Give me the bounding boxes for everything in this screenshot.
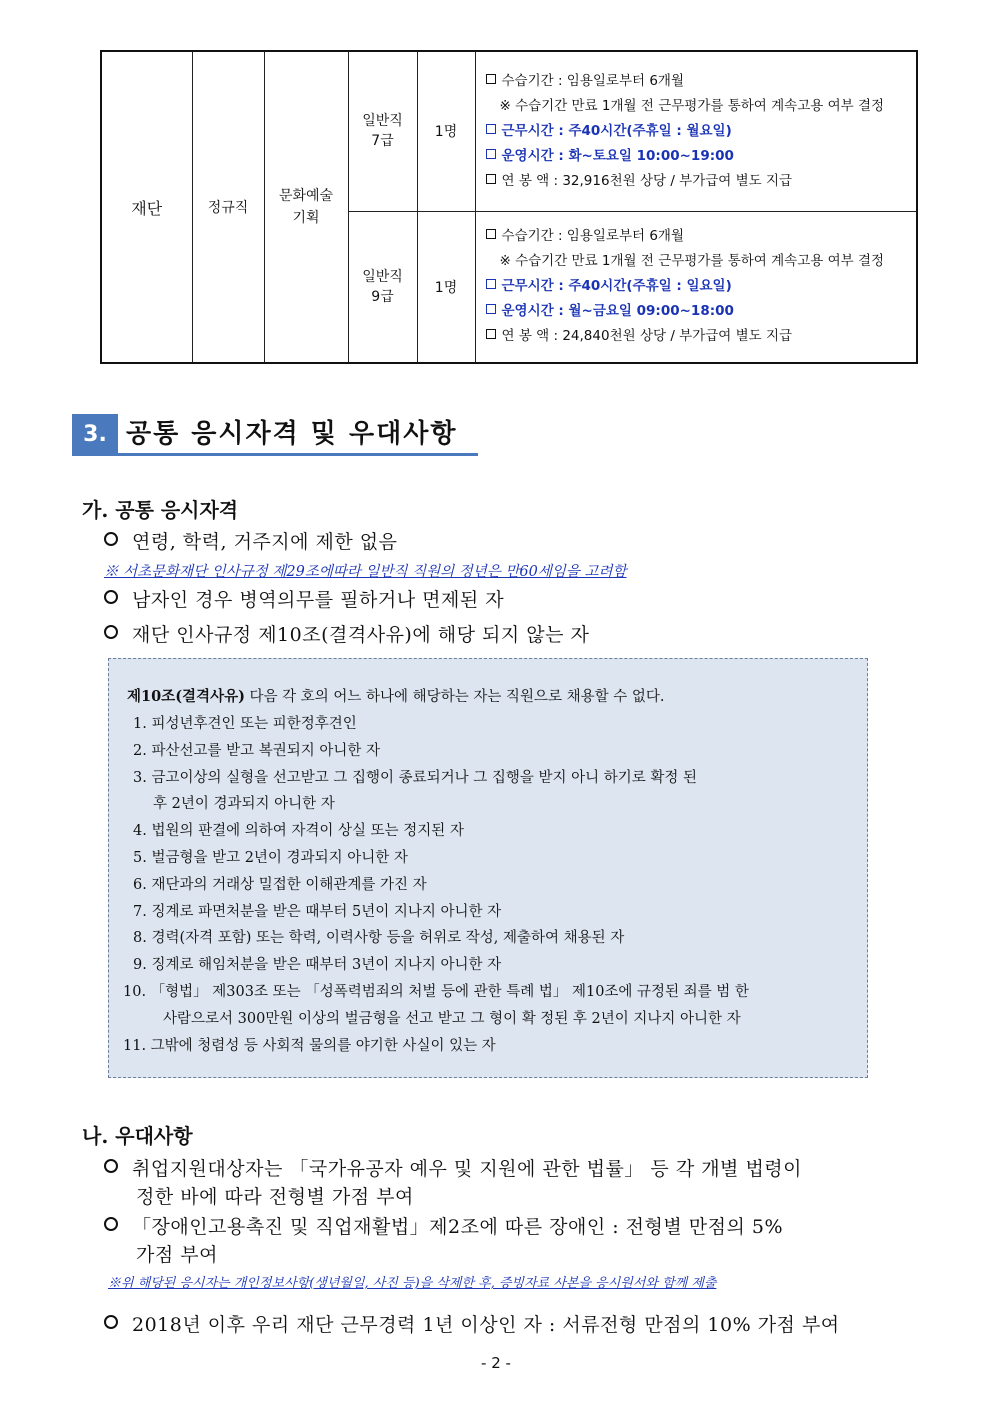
circle-bullet-icon bbox=[104, 625, 118, 639]
field-cell: 문화예술 기획 bbox=[264, 51, 348, 363]
section-number: 3. bbox=[72, 414, 118, 454]
count-cell: 1명 bbox=[417, 51, 475, 211]
checkbox-icon bbox=[486, 329, 496, 339]
list-item: 후 2년이 경과되지 아니한 자 bbox=[153, 796, 335, 813]
employment-type-cell: 정규직 bbox=[192, 51, 264, 363]
checkbox-icon bbox=[486, 279, 496, 289]
list-item: 3. 금고이상의 실형을 선고받고 그 집행이 종료되거나 그 집행을 받지 아니 하기로 확정 된 bbox=[133, 769, 697, 786]
checkbox-icon bbox=[486, 124, 496, 134]
qualification-item: 남자인 경우 병역의무를 필하거나 면제된 자 bbox=[104, 585, 504, 612]
grade-cell: 일반직 9급 bbox=[348, 211, 417, 363]
disqualification-list bbox=[123, 711, 749, 1059]
detail-line: 연 봉 액 : 32,916천원 상당 / 부가급여 별도 지급 bbox=[486, 169, 917, 194]
checkbox-icon bbox=[486, 174, 496, 184]
jobs-table bbox=[100, 50, 918, 364]
detail-line: 운영시간 : 화~토요일 10:00~19:00 bbox=[486, 144, 917, 169]
box-heading: 제10조(결격사유) 다음 각 호의 어느 하나에 해당하는 자는 직원으로 채용할 수 없다. bbox=[127, 688, 665, 705]
circle-bullet-icon bbox=[104, 1217, 118, 1231]
preference-note: ※위 해당된 응시자는 개인정보사항(생년월일, 사진 등)을 삭제한 후, 증빙자료 사본을 응시원서와 함께 제출 bbox=[108, 1276, 717, 1291]
page-number: - 2 - bbox=[481, 1354, 511, 1372]
checkbox-icon bbox=[486, 229, 496, 239]
circle-bullet-icon bbox=[104, 1159, 118, 1173]
detail-line: 운영시간 : 월~금요일 09:00~18:00 bbox=[486, 299, 917, 324]
preference-item: 2018년 이후 우리 재단 근무경력 1년 이상인 자 : 서류전형 만점의 10% 가점 부여 bbox=[104, 1310, 840, 1337]
detail-line: 연 봉 액 : 24,840천원 상당 / 부가급여 별도 지급 bbox=[486, 324, 917, 349]
list-item: 사람으로서 300만원 이상의 벌금형을 선고 받고 그 형이 확 정된 후 2년이 지나지 아니한 자 bbox=[163, 1010, 741, 1027]
detail-line: 근무시간 : 주40시간(주휴일 : 월요일) bbox=[486, 119, 917, 144]
detail-cell bbox=[475, 51, 917, 211]
preference-item: 취업지원대상자는 「국가유공자 예우 및 지원에 관한 법률」 등 각 개별 법령이 bbox=[104, 1154, 802, 1181]
list-item: 7. 징계로 파면처분을 받은 때부터 5년이 지나지 아니한 자 bbox=[133, 903, 502, 920]
list-item: 1. 피성년후견인 또는 피한정후견인 bbox=[133, 716, 357, 732]
checkbox-icon bbox=[486, 304, 496, 314]
qualification-item: 연령, 학력, 거주지에 제한 없음 bbox=[104, 527, 398, 554]
detail-line: ※ 수습기간 만료 1개월 전 근무평가를 통하여 계속고용 여부 결정 bbox=[499, 97, 885, 114]
count-cell: 1명 bbox=[417, 211, 475, 363]
section-underline bbox=[72, 453, 478, 456]
list-item: 9. 징계로 해임처분을 받은 때부터 3년이 지나지 아니한 자 bbox=[133, 957, 502, 974]
disqualification-box bbox=[108, 658, 868, 1078]
checkbox-icon bbox=[486, 149, 496, 159]
list-item: 8. 경력(자격 포함) 또는 학력, 이력사항 등을 허위로 작성, 제출하여 채용된 자 bbox=[133, 930, 625, 947]
list-item: 2. 파산선고를 받고 복권되지 아니한 자 bbox=[133, 742, 380, 759]
preference-item-continued: 가점 부여 bbox=[136, 1244, 218, 1266]
circle-bullet-icon bbox=[104, 1315, 118, 1329]
detail-line: 수습기간 : 임용일로부터 6개월 bbox=[486, 224, 917, 249]
list-item: 11. 그밖에 청렴성 등 사회적 물의를 야기한 사실이 있는 자 bbox=[123, 1037, 496, 1054]
detail-line: ※ 수습기간 만료 1개월 전 근무평가를 통하여 계속고용 여부 결정 bbox=[499, 253, 885, 270]
circle-bullet-icon bbox=[104, 532, 118, 546]
list-item: 4. 법원의 판결에 의하여 자격이 상실 또는 정지된 자 bbox=[133, 823, 464, 840]
list-item: 10. 「형법」 제303조 또는 「성폭력범죄의 처벌 등에 관한 특례 법」 제10조에 규정된 죄를 범 한 bbox=[123, 983, 749, 1000]
detail-line: 근무시간 : 주40시간(주휴일 : 일요일) bbox=[486, 274, 917, 299]
preferences-heading: 나. 우대사항 bbox=[82, 1124, 193, 1148]
qualification-note: ※ 서초문화재단 인사규정 제29조에따라 일반직 직원의 정년은 만60세임을 고려함 bbox=[104, 564, 627, 580]
circle-bullet-icon bbox=[104, 590, 118, 604]
preference-item-continued: 정한 바에 따라 전형별 가점 부여 bbox=[136, 1186, 414, 1208]
org-cell: 재단 bbox=[101, 51, 192, 363]
detail-cell bbox=[475, 211, 917, 363]
grade-cell: 일반직 7급 bbox=[348, 51, 417, 211]
qualification-item: 재단 인사규정 제10조(결격사유)에 해당 되지 않는 자 bbox=[104, 620, 589, 647]
qualifications-heading: 가. 공통 응시자격 bbox=[82, 498, 239, 522]
list-item: 6. 재단과의 거래상 밀접한 이해관계를 가진 자 bbox=[133, 876, 427, 893]
section-title: 공통 응시자격 및 우대사항 bbox=[126, 419, 458, 449]
list-item: 5. 벌금형을 받고 2년이 경과되지 아니한 자 bbox=[133, 849, 408, 866]
checkbox-icon bbox=[486, 74, 496, 84]
preference-item: 「장애인고용촉진 및 직업재활법」제2조에 따른 장애인 : 전형별 만점의 5% bbox=[104, 1212, 783, 1239]
detail-line: 수습기간 : 임용일로부터 6개월 bbox=[486, 69, 917, 94]
